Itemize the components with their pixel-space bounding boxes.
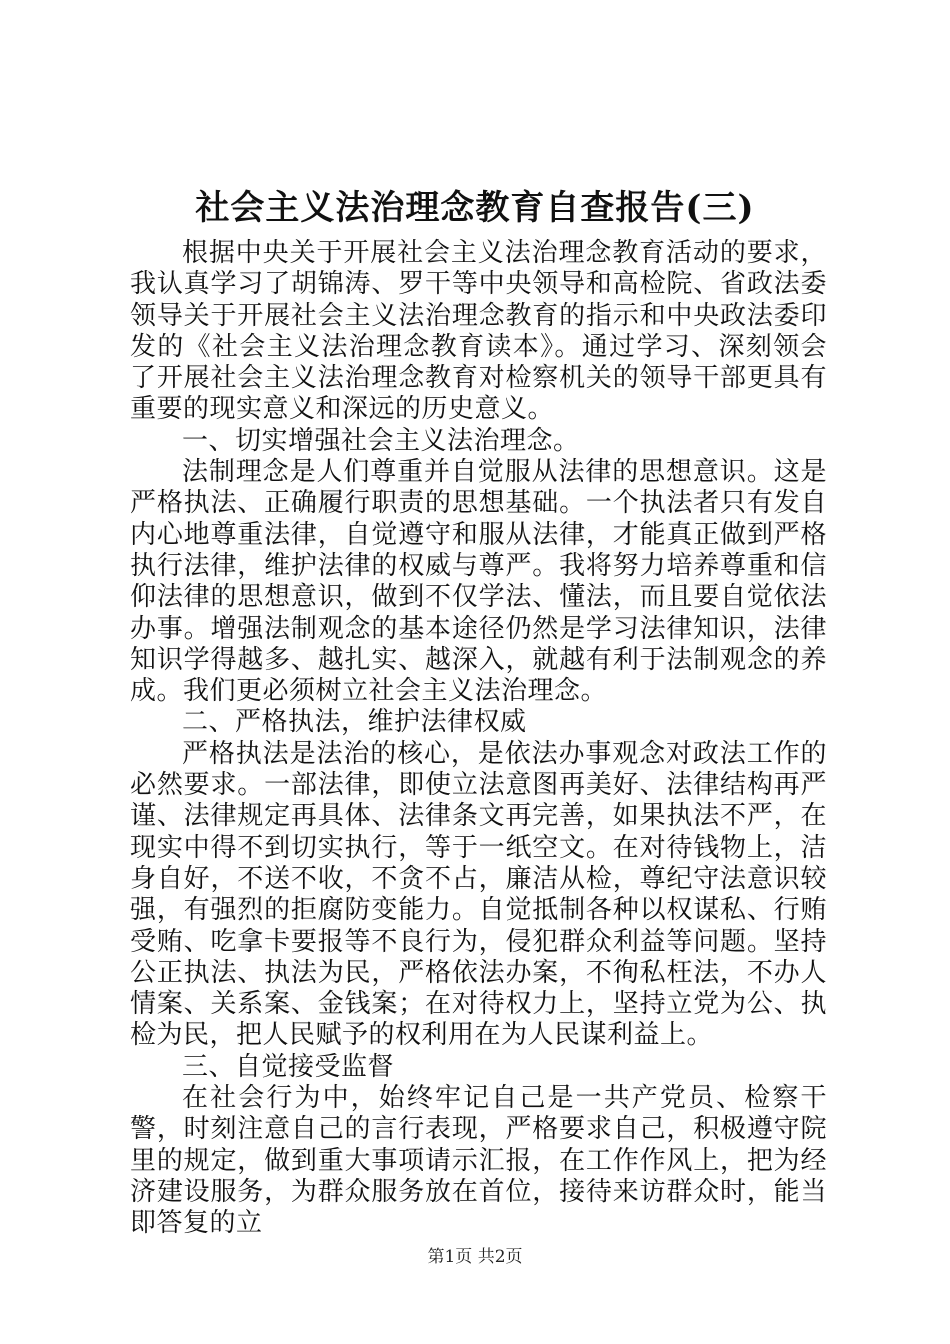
- document-title: 社会主义法治理念教育自查报告(三): [195, 188, 755, 228]
- paragraph-section-2: 严格执法是法治的核心，是依法办事观念对政法工作的必然要求。一部法律，即使立法意图再美好、法律结构再严谨、法律规定再具体、法律条文再完善，如果执法不严，在现实中得不到切实执行，等于一纸空文。在对待钱物上，洁身自好，不送不收，不贪不占，廉洁从检，尊纪守法意识较强，有强烈的拒腐防变能力。自觉抵制各种以权谋私、行贿受贿、吃拿卡要报等不良行为，侵犯群众利益等问题。坚持公正执法、执法为民，严格依法办案，不徇私枉法，不办人情案、关系案、金钱案；在对待权力上，坚持立党为公、执检为民，把人民赋予的权利用在为人民谋利益上。: [130, 738, 827, 1051]
- paragraph-intro: 根据中央关于开展社会主义法治理念教育活动的要求，我认真学习了胡锦涛、罗干等中央领导和高检院、省政法委领导关于开展社会主义法治理念教育的指示和中央政法委印发的《社会主义法治理念教育读本》。通过学习、深刻领会了开展社会主义法治理念教育对检察机关的领导干部更具有重要的现实意义和深远的历史意义。: [130, 238, 827, 425]
- document-body: [130, 238, 827, 1240]
- section-heading-2: 二、严格执法，维护法律权威: [182, 707, 527, 738]
- section-heading-3: 三、自觉接受监督: [182, 1051, 395, 1082]
- page-footer: 第1页 共2页: [427, 1247, 523, 1267]
- paragraph-section-1: 法制理念是人们尊重并自觉服从法律的思想意识。这是严格执法、正确履行职责的思想基础。一个执法者只有发自内心地尊重法律，自觉遵守和服从法律，才能真正做到严格执行法律，维护法律的权威与尊严。我将努力培养尊重和信仰法律的思想意识，做到不仅学法、懂法，而且要自觉依法办事。增强法制观念的基本途径仍然是学习法律知识，法律知识学得越多、越扎实、越深入，就越有利于法制观念的养成。我们更必须树立社会主义法治理念。: [130, 457, 827, 707]
- paragraph-section-3: 在社会行为中，始终牢记自己是一共产党员、检察干警，时刻注意自己的言行表现，严格要求自己，积极遵守院里的规定，做到重大事项请示汇报，在工作作风上，把为经济建设服务，为群众服务放在首位，接待来访群众时，能当即答复的立: [130, 1083, 827, 1239]
- section-heading-1: 一、切实增强社会主义法治理念。: [182, 425, 580, 456]
